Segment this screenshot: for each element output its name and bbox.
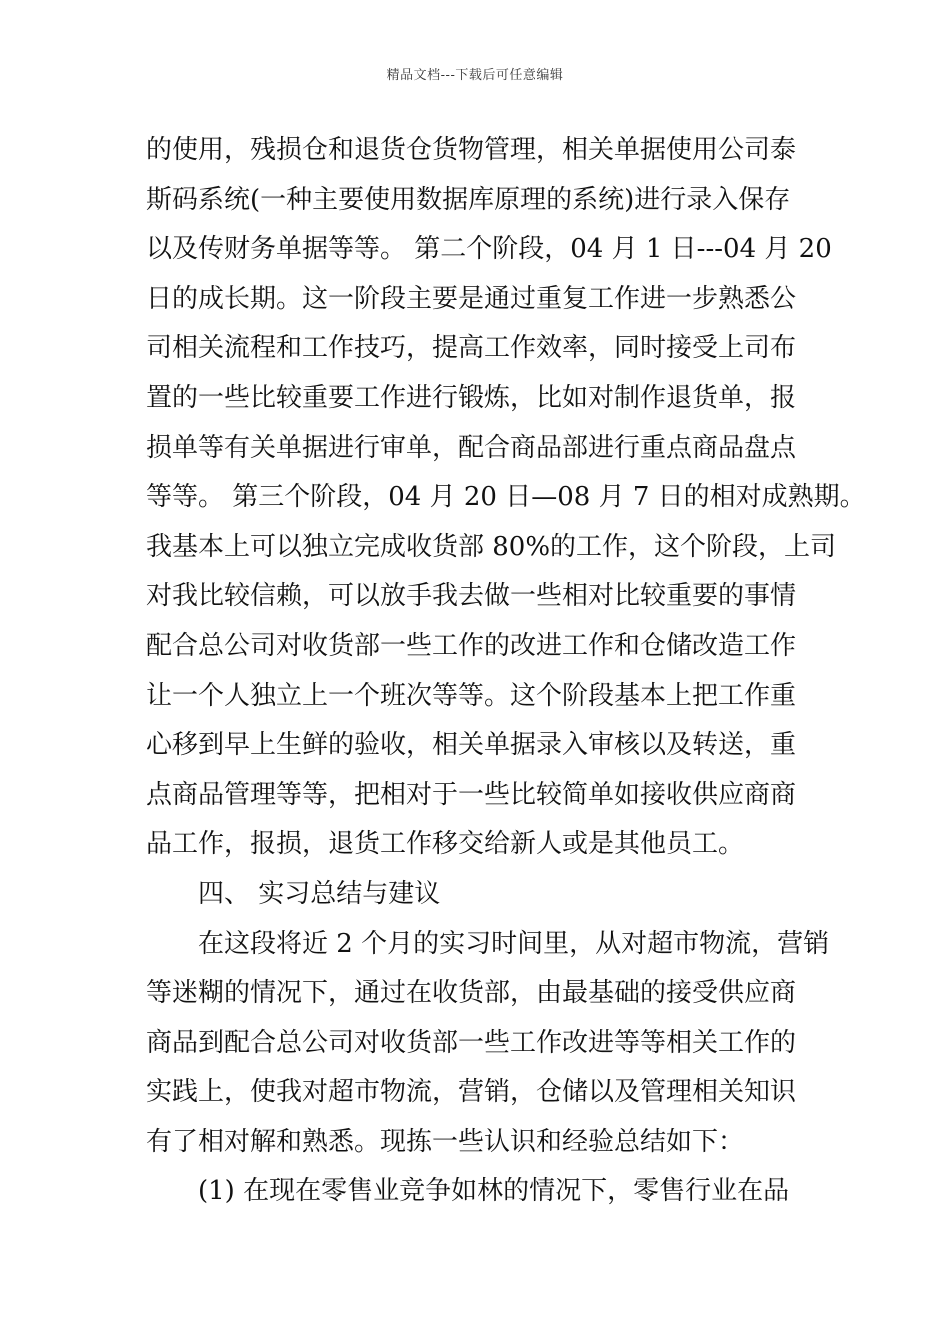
body-line: 损单等有关单据进行审单，配合商品部进行重点商品盘点 <box>146 432 797 463</box>
body-line: 点商品管理等等，把相对于一些比较简单如接收供应商商 <box>146 779 797 810</box>
body-line: 等等。 第三个阶段，04 月 20 日—08 月 7 日的相对成熟期。 <box>146 482 866 513</box>
body-line: 对我比较信赖，可以放手我去做一些相对比较重要的事情 <box>146 581 797 612</box>
page-header: 精品文档---下载后可任意编辑 <box>386 68 564 83</box>
summary-line: 商品到配合总公司对收货部一些工作改进等等相关工作的 <box>146 1027 797 1058</box>
body-line: 配合总公司对收货部一些工作的改进工作和仓储改造工作 <box>146 630 797 661</box>
summary-line: 在这段将近 2 个月的实习时间里，从对超市物流，营销 <box>198 928 830 959</box>
body-line: 我基本上可以独立完成收货部 80%的工作，这个阶段，上司 <box>146 531 837 562</box>
body-line: 品工作，报损，退货工作移交给新人或是其他员工。 <box>146 829 745 860</box>
body-line: 司相关流程和工作技巧，提高工作效率，同时接受上司布 <box>146 333 797 364</box>
body-line: 的使用，残损仓和退货仓货物管理，相关单据使用公司泰 <box>146 135 797 165</box>
list-item: (1) 在现在零售业竞争如林的情况下，零售行业在品 <box>198 1176 790 1207</box>
body-line: 斯码系统(一种主要使用数据库原理的系统)进行录入保存 <box>146 184 791 215</box>
body-line: 置的一些比较重要工作进行锻炼，比如对制作退货单，报 <box>146 382 797 413</box>
body-line: 让一个人独立上一个班次等等。这个阶段基本上把工作重 <box>146 680 797 711</box>
body-line: 心移到早上生鲜的验收，相关单据录入审核以及转送，重 <box>146 730 797 761</box>
summary-line: 实践上，使我对超市物流，营销，仓储以及管理相关知识 <box>146 1077 797 1108</box>
body-line: 日的成长期。这一阶段主要是通过重复工作进一步熟悉公 <box>146 283 797 314</box>
section-heading: 四、 实习总结与建议 <box>198 878 441 909</box>
summary-line: 等迷糊的情况下，通过在收货部，由最基础的接受供应商 <box>146 978 797 1009</box>
body-line: 以及传财务单据等等。 第二个阶段，04 月 1 日---04 月 20 <box>146 234 832 265</box>
document-body <box>146 126 866 1217</box>
summary-line: 有了相对解和熟悉。现拣一些认识和经验总结如下： <box>146 1126 745 1157</box>
